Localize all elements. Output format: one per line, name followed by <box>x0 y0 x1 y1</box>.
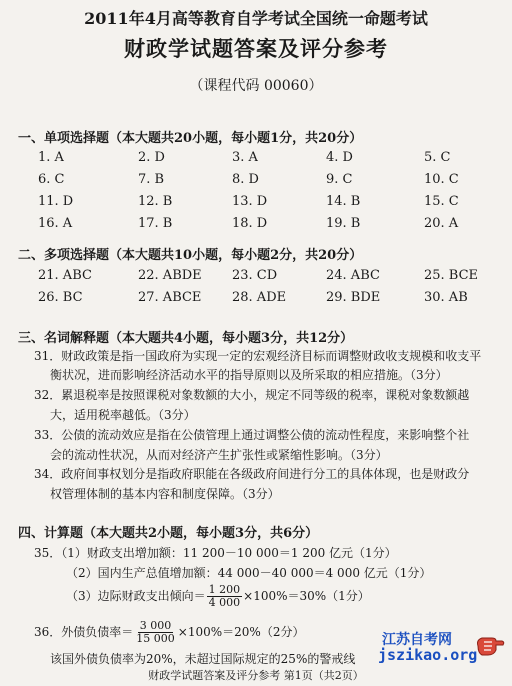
answer-35-part3-suffix: ×100%＝30%（1分） <box>243 589 370 603</box>
fraction-denominator: 4 000 <box>208 596 241 609</box>
answer-item: 3. A <box>232 150 258 165</box>
answer-item: 18. D <box>232 216 268 231</box>
answer-item: 10. C <box>424 172 459 187</box>
answer-32-line1: 32．累退税率是按照课税对象数额的大小，规定不同等级的税率，课税对象数额越 <box>34 388 470 402</box>
answer-31-line1: 31．财政政策是指一国政府为实现一定的宏观经济目标而调整财政收支规模和收支平 <box>34 349 482 363</box>
answer-36-formula <box>34 620 304 645</box>
answer-item: 14. B <box>326 194 361 209</box>
answer-31-line2: 衡状况，进而影响经济活动水平的指导原则以及所采取的相应措施。（3分） <box>50 368 448 382</box>
answer-item: 15. C <box>424 194 459 209</box>
fraction-debt-ratio <box>134 620 177 645</box>
answer-item: 26. BC <box>38 290 83 305</box>
answer-item: 27. ABCE <box>138 290 202 305</box>
answer-item: 30. AB <box>424 290 468 305</box>
answer-34-line2: 权管理体制的基本内容和制度保障。（3分） <box>50 487 280 501</box>
answer-item: 29. BDE <box>326 290 381 305</box>
fraction-denominator: 15 000 <box>136 632 175 645</box>
watermark-site-url: jszikao.org <box>378 646 478 664</box>
answer-item: 22. ABDE <box>138 268 202 283</box>
answer-item: 2. D <box>138 150 165 165</box>
answer-item: 4. D <box>326 150 353 165</box>
answer-item: 11. D <box>38 194 74 209</box>
answer-item: 20. A <box>424 216 459 231</box>
answer-item: 6. C <box>38 172 65 187</box>
answer-item: 5. C <box>424 150 451 165</box>
fraction-marginal-propensity <box>207 584 243 609</box>
course-code: （课程代码 00060） <box>189 78 323 94</box>
answer-item: 16. A <box>38 216 73 231</box>
answer-36-prefix: 36．外债负债率＝ <box>34 625 134 639</box>
answer-item: 19. B <box>326 216 361 231</box>
answer-33-line2: 会的流动性状况，从而对经济产生扩张性或紧缩性影响。（3分） <box>50 448 388 462</box>
fraction-numerator: 1 200 <box>208 583 241 596</box>
answer-item: 13. D <box>232 194 268 209</box>
answer-33-line1: 33．公债的流动效应是指在公债管理上通过调整公债的流动性程度，来影响整个社 <box>34 428 470 442</box>
answer-35-part1: 35．（1）财政支出增加额：11 200－10 000＝1 200 亿元（1分） <box>34 546 397 560</box>
answer-item: 17. B <box>138 216 173 231</box>
page-title: 财政学试题答案及评分参考 <box>124 36 388 61</box>
answer-item: 24. ABC <box>326 268 380 283</box>
answer-item: 23. CD <box>232 268 278 283</box>
answer-item: 7. B <box>138 172 165 187</box>
answer-item: 21. ABC <box>38 268 92 283</box>
answer-35-part3-prefix: （3）边际财政支出倾向＝ <box>66 589 206 603</box>
fraction-numerator: 3 000 <box>139 619 172 632</box>
section1-heading: 一、单项选择题（本大题共20小题，每小题1分，共20分） <box>18 131 363 146</box>
answer-36-suffix: ×100%＝20%（2分） <box>177 625 305 639</box>
answer-item: 12. B <box>138 194 173 209</box>
section2-heading: 二、多项选择题（本大题共10小题，每小题2分，共20分） <box>18 248 363 263</box>
pointing-hand-icon <box>474 630 506 662</box>
exam-header: 2011年4月高等教育自学考试全国统一命题考试 <box>84 9 428 28</box>
answer-35-part3 <box>66 584 370 609</box>
page-footer: 财政学试题答案及评分参考 第1页（共2页） <box>148 669 364 682</box>
section3-heading: 三、名词解释题（本大题共4小题，每小题3分，共12分） <box>18 331 354 346</box>
answer-item: 9. C <box>326 172 353 187</box>
answer-item: 25. BCE <box>424 268 479 283</box>
section4-heading: 四、计算题（本大题共2小题，每小题3分，共6分） <box>18 526 319 541</box>
answer-item: 28. ADE <box>232 290 287 305</box>
answer-item: 1. A <box>38 150 64 165</box>
answer-35-part2: （2）国内生产总值增加额：44 000－40 000＝4 000 亿元（1分） <box>66 566 432 580</box>
watermark-site-name: 江苏自考网 <box>382 632 452 648</box>
answer-item: 8. D <box>232 172 259 187</box>
answer-34-line1: 34．政府间事权划分是指政府职能在各级政府间进行分工的具体体现，也是财政分 <box>34 467 470 481</box>
answer-36-note: 该国外债负债率为20%，未超过国际规定的25%的警戒线 <box>50 652 356 666</box>
answer-32-line2: 大，适用税率越低。（3分） <box>50 408 196 422</box>
